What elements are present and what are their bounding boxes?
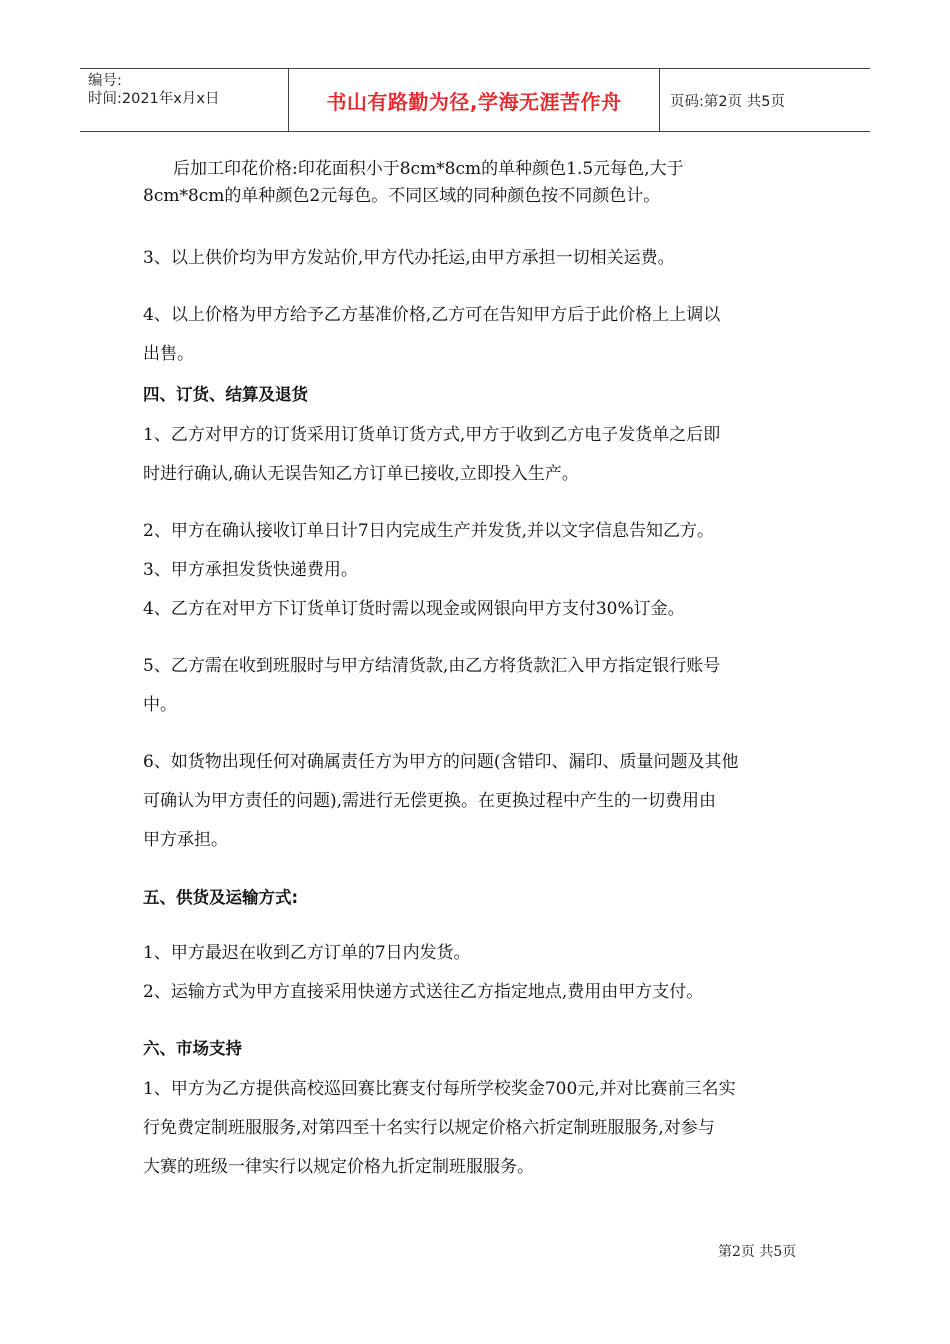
section-heading-6: 六、市场支持 xyxy=(143,1039,242,1058)
paragraph-order-5-line1: 5、乙方需在收到班服时与甲方结清货款,由乙方将货款汇入甲方指定银行账号 xyxy=(143,656,721,676)
paragraph-supply-1: 1、甲方最迟在收到乙方订单的7日内发货。 xyxy=(143,943,471,963)
paragraph-order-2: 2、甲方在确认接收订单日计7日内完成生产并发货,并以文字信息告知乙方。 xyxy=(143,521,715,541)
paragraph-market-1-line1: 1、甲方为乙方提供高校巡回赛比赛支付每所学校奖金700元,并对比赛前三名实 xyxy=(143,1079,736,1099)
paragraph-order-1-line2: 时进行确认,确认无误告知乙方订单已接收,立即投入生产。 xyxy=(143,464,579,484)
section-heading-5: 五、供货及运输方式: xyxy=(143,888,299,907)
header-motto: 书山有路勤为径,学海无涯苦作舟 xyxy=(288,69,660,131)
page-footer: 第2页 共5页 xyxy=(718,1244,797,1260)
paragraph-market-1-line2: 行免费定制班服服务,对第四至十名实行以规定价格六折定制班服服务,对参与 xyxy=(143,1118,715,1138)
page-header xyxy=(80,68,870,132)
paragraph-order-1-line1: 1、乙方对甲方的订货采用订货单订货方式,甲方于收到乙方电子发货单之后即 xyxy=(143,425,721,445)
paragraph-order-5-line2: 中。 xyxy=(143,695,177,715)
paragraph-order-4: 4、乙方在对甲方下订货单订货时需以现金或网银向甲方支付30%订金。 xyxy=(143,599,685,619)
paragraph-print-price-2: 8cm*8cm的单种颜色2元每色。不同区域的同种颜色按不同颜色计。 xyxy=(143,186,661,206)
paragraph-supply-2: 2、运输方式为甲方直接采用快递方式送往乙方指定地点,费用由甲方支付。 xyxy=(143,982,704,1002)
serial-label: 编号: xyxy=(88,73,122,89)
paragraph-order-6-line2: 可确认为甲方责任的问题),需进行无偿更换。在更换过程中产生的一切费用由 xyxy=(143,791,717,811)
header-meta xyxy=(80,69,288,131)
section-heading-4: 四、订货、结算及退货 xyxy=(143,385,308,404)
paragraph-order-6-line1: 6、如货物出现任何对确属责任方为甲方的问题(含错印、漏印、质量问题及其他 xyxy=(143,752,739,772)
paragraph-item-4-line2: 出售。 xyxy=(143,344,194,364)
paragraph-market-1-line3: 大赛的班级一律实行以规定价格九折定制班服服务。 xyxy=(143,1157,534,1177)
paragraph-order-6-line3: 甲方承担。 xyxy=(143,830,228,850)
paragraph-print-price-1: 后加工印花价格:印花面积小于8cm*8cm的单种颜色1.5元每色,大于 xyxy=(173,159,684,179)
time-label: 时间:2021年x月x日 xyxy=(88,91,220,107)
paragraph-item-3: 3、以上供价均为甲方发站价,甲方代办托运,由甲方承担一切相关运费。 xyxy=(143,248,675,268)
header-page-info: 页码:第2页 共5页 xyxy=(670,93,785,110)
paragraph-order-3: 3、甲方承担发货快递费用。 xyxy=(143,560,358,580)
paragraph-item-4-line1: 4、以上价格为甲方给予乙方基准价格,乙方可在告知甲方后于此价格上上调以 xyxy=(143,305,721,325)
